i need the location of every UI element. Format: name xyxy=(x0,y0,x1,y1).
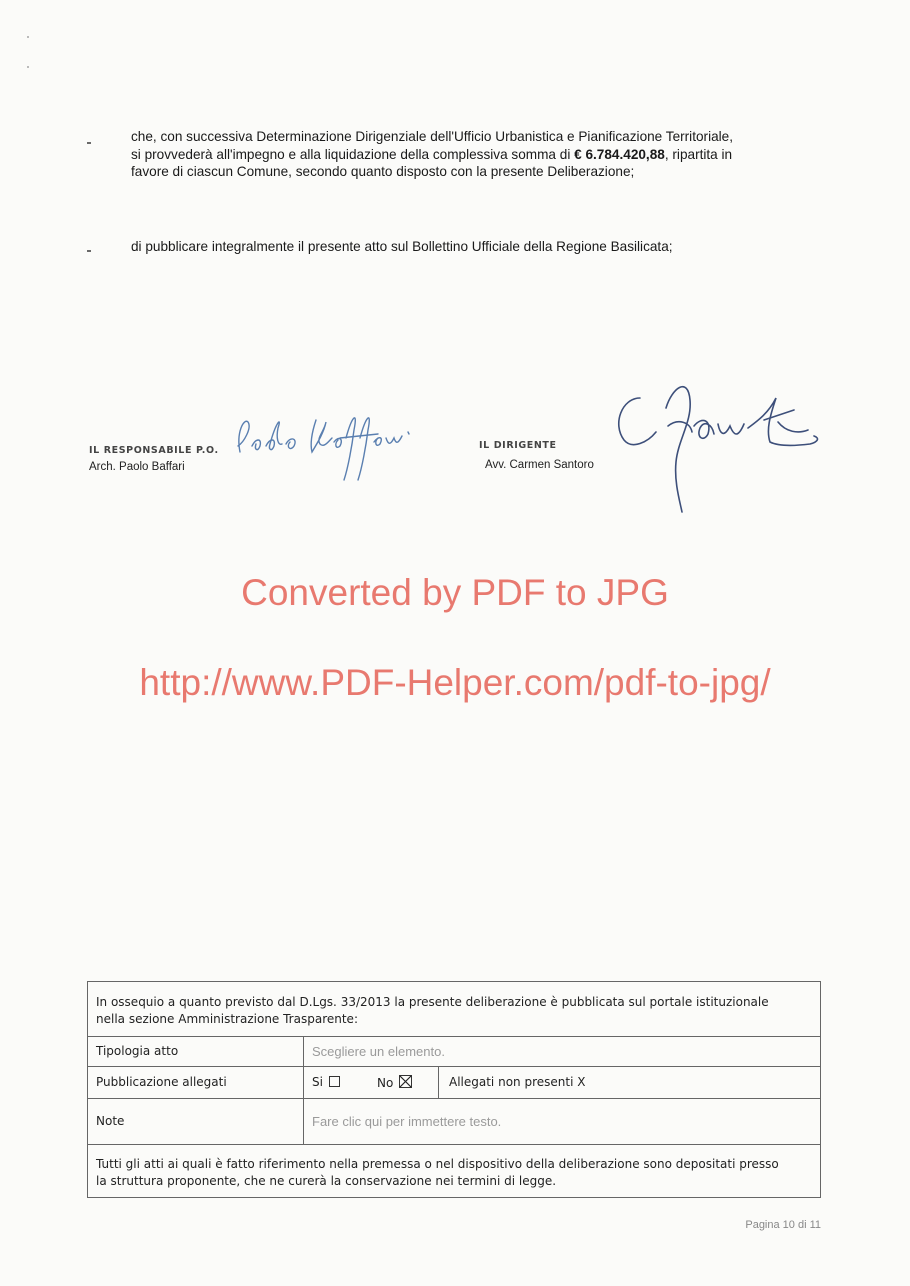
signature-caption-right: IL DIRIGENTE xyxy=(479,440,557,451)
no-label: No xyxy=(377,1076,394,1090)
tipologia-label: Tipologia atto xyxy=(96,1044,179,1058)
bullet-1-line-3: favore di ciascun Comune, secondo quanto disposto con la presente Deliberazione; xyxy=(131,164,635,179)
scan-speck xyxy=(27,66,29,68)
footer-text: Tutti gli atti ai quali è fatto riferimento nella premessa o nel dispositivo della deliberazione sono depositati presso la struttura proponente, che ne curerà la conservazione nei termini di legge. xyxy=(96,1157,779,1188)
handwritten-signature-left xyxy=(228,398,428,488)
row-divider xyxy=(88,1036,820,1037)
watermark-line-2: http://www.PDF-Helper.com/pdf-to-jpg/ xyxy=(139,662,771,703)
check-mark-icon xyxy=(398,1074,413,1089)
bullet-2-line-1: di pubblicare integralmente il presente atto sul Bollettino Ufficiale della Regione Basilicata; xyxy=(131,239,673,254)
bullet-marker xyxy=(87,142,91,144)
row-divider xyxy=(88,1098,820,1099)
no-checkbox-group[interactable] xyxy=(377,1075,412,1090)
column-divider xyxy=(438,1066,439,1098)
si-checkbox[interactable] xyxy=(329,1076,340,1087)
si-checkbox-group[interactable] xyxy=(312,1075,340,1089)
bullet-paragraph-2 xyxy=(131,238,831,256)
intro-text: In ossequio a quanto previsto dal D.Lgs. 33/2013 la presente deliberazione è pubblicata sul portale istituzionale nella sezione Amministrazione Trasparente: xyxy=(96,995,769,1026)
bullet-1-line-1: che, con successiva Determinazione Dirigenziale dell'Ufficio Urbanistica e Pianificazione Territoriale, xyxy=(131,129,734,144)
note-input[interactable]: Fare clic qui per immettere testo. xyxy=(312,1114,502,1129)
no-checkbox[interactable] xyxy=(399,1075,412,1088)
transparency-table xyxy=(87,981,821,1198)
handwritten-signature-right xyxy=(598,362,838,522)
amount: € 6.784.420,88 xyxy=(574,146,665,162)
row-divider xyxy=(88,1066,820,1067)
si-label: Si xyxy=(312,1075,323,1089)
allegati-label: Pubblicazione allegati xyxy=(96,1075,227,1089)
bullet-marker xyxy=(87,250,91,252)
scan-speck xyxy=(27,36,29,38)
note-label: Note xyxy=(96,1114,125,1128)
watermark-line-1: Converted by PDF to JPG xyxy=(241,572,669,613)
signatory-name-right: Avv. Carmen Santoro xyxy=(485,459,594,471)
signatory-name-left: Arch. Paolo Baffari xyxy=(89,461,185,473)
bullet-1-line-2: si provvederà all'impegno e alla liquidazione della complessiva somma di € 6.784.420,88, ripartita in xyxy=(131,146,733,162)
tipologia-select[interactable]: Scegliere un elemento. xyxy=(312,1044,445,1059)
signature-caption-left: IL RESPONSABILE P.O. xyxy=(89,445,219,456)
column-divider xyxy=(303,1036,304,1144)
allegati-note: Allegati non presenti X xyxy=(449,1075,586,1089)
bullet-paragraph-1 xyxy=(131,128,831,181)
page-number: Pagina 10 di 11 xyxy=(745,1219,821,1231)
row-divider xyxy=(88,1144,820,1145)
